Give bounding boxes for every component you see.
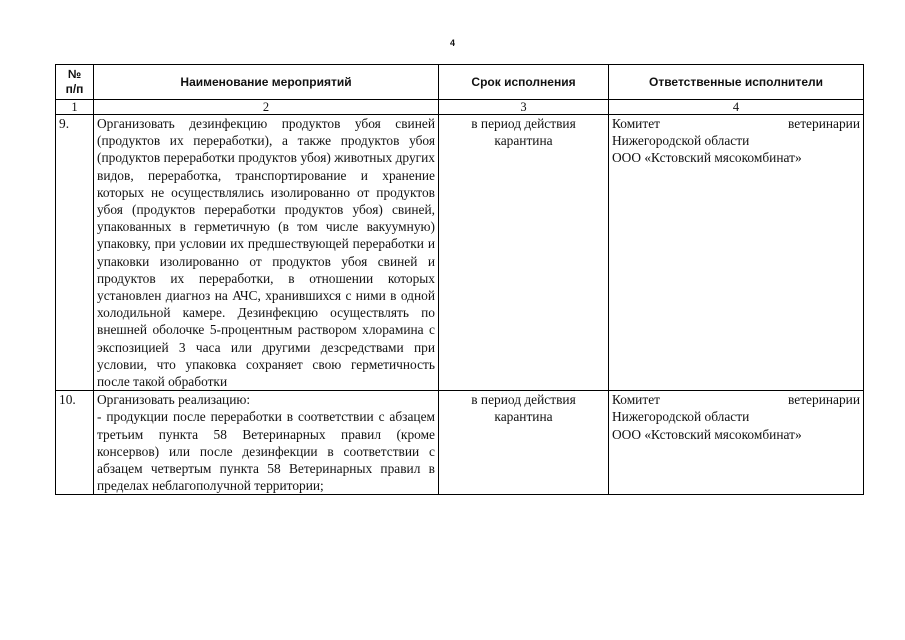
column-number: 2 [94,100,439,115]
responsible-cell [609,391,864,495]
activities-table [55,64,864,495]
header-responsible: Ответственные исполнители [609,65,864,100]
row-number: 9. [56,115,94,391]
column-number: 1 [56,100,94,115]
responsible-line: Комитет ветеринарии [612,392,860,408]
activity-text-intro: Организовать реализацию: [97,392,251,408]
responsible-cell [609,115,864,391]
term-line: карантина [494,133,553,149]
responsible-line: ООО «Кстовский мясокомбинат» [612,426,802,442]
header-term: Срок исполнения [439,65,609,100]
column-number: 3 [439,100,609,115]
page-number: 4 [449,38,455,48]
term-line: в период действия [471,116,576,131]
row-number: 10. [56,391,94,495]
column-number-row [56,100,864,115]
term-line: карантина [494,409,553,425]
term-line: в период действия [471,392,576,408]
responsible-line: Комитет ветеринарии [612,116,860,131]
header-number-abbr: п/п [65,82,84,96]
activity-text-body: - продукции после переработки в соответствии с абзацем третьим пункта 58 Ветеринарных правил (кроме консервов) или после дезинфекции в соответствии с абзацем четвертым пункта 58 Ветеринарных правил в пределах неблагополучной территории; [97,409,435,494]
activity-text: Организовать дезинфекцию продуктов убоя свиней (продуктов их переработки), а также продуктов убоя (продуктов переработки продуктов убоя) животных других видов, переработка, транспортирование и хранение которых не осуществлялись изолированно от продуктов убоя (продуктов переработки продуктов убоя) свиней, упакованных в герметичную (в том числе вакуумную) упаковку, при условии их предшествующей переработки и упаковки изолированно от продуктов убоя свиней и продуктов их переработки, в отношении которых установлен диагноз на АЧС, хранившихся с ними в одной холодильной камере. Дезинфекцию осуществлять по внешней оболочке 5-процентным раствором хлорамина с экспозицией 3 часа или другими дезсредствами при условии, что упаковка сохраняет свою герметичность после такой обработки [94,115,439,391]
term-cell [439,391,609,495]
header-number-sign: № [67,67,82,81]
term-cell [439,115,609,391]
responsible-line: ООО «Кстовский мясокомбинат» [612,150,802,166]
activity-text [94,391,439,495]
responsible-line: Нижегородской области [612,133,750,149]
header-number [56,65,94,100]
header-activity-name: Наименование мероприятий [94,65,439,100]
table-header-row [56,65,864,100]
table-row [56,115,864,391]
column-number: 4 [609,100,864,115]
table-row [56,391,864,495]
responsible-line: Нижегородской области [612,409,750,425]
